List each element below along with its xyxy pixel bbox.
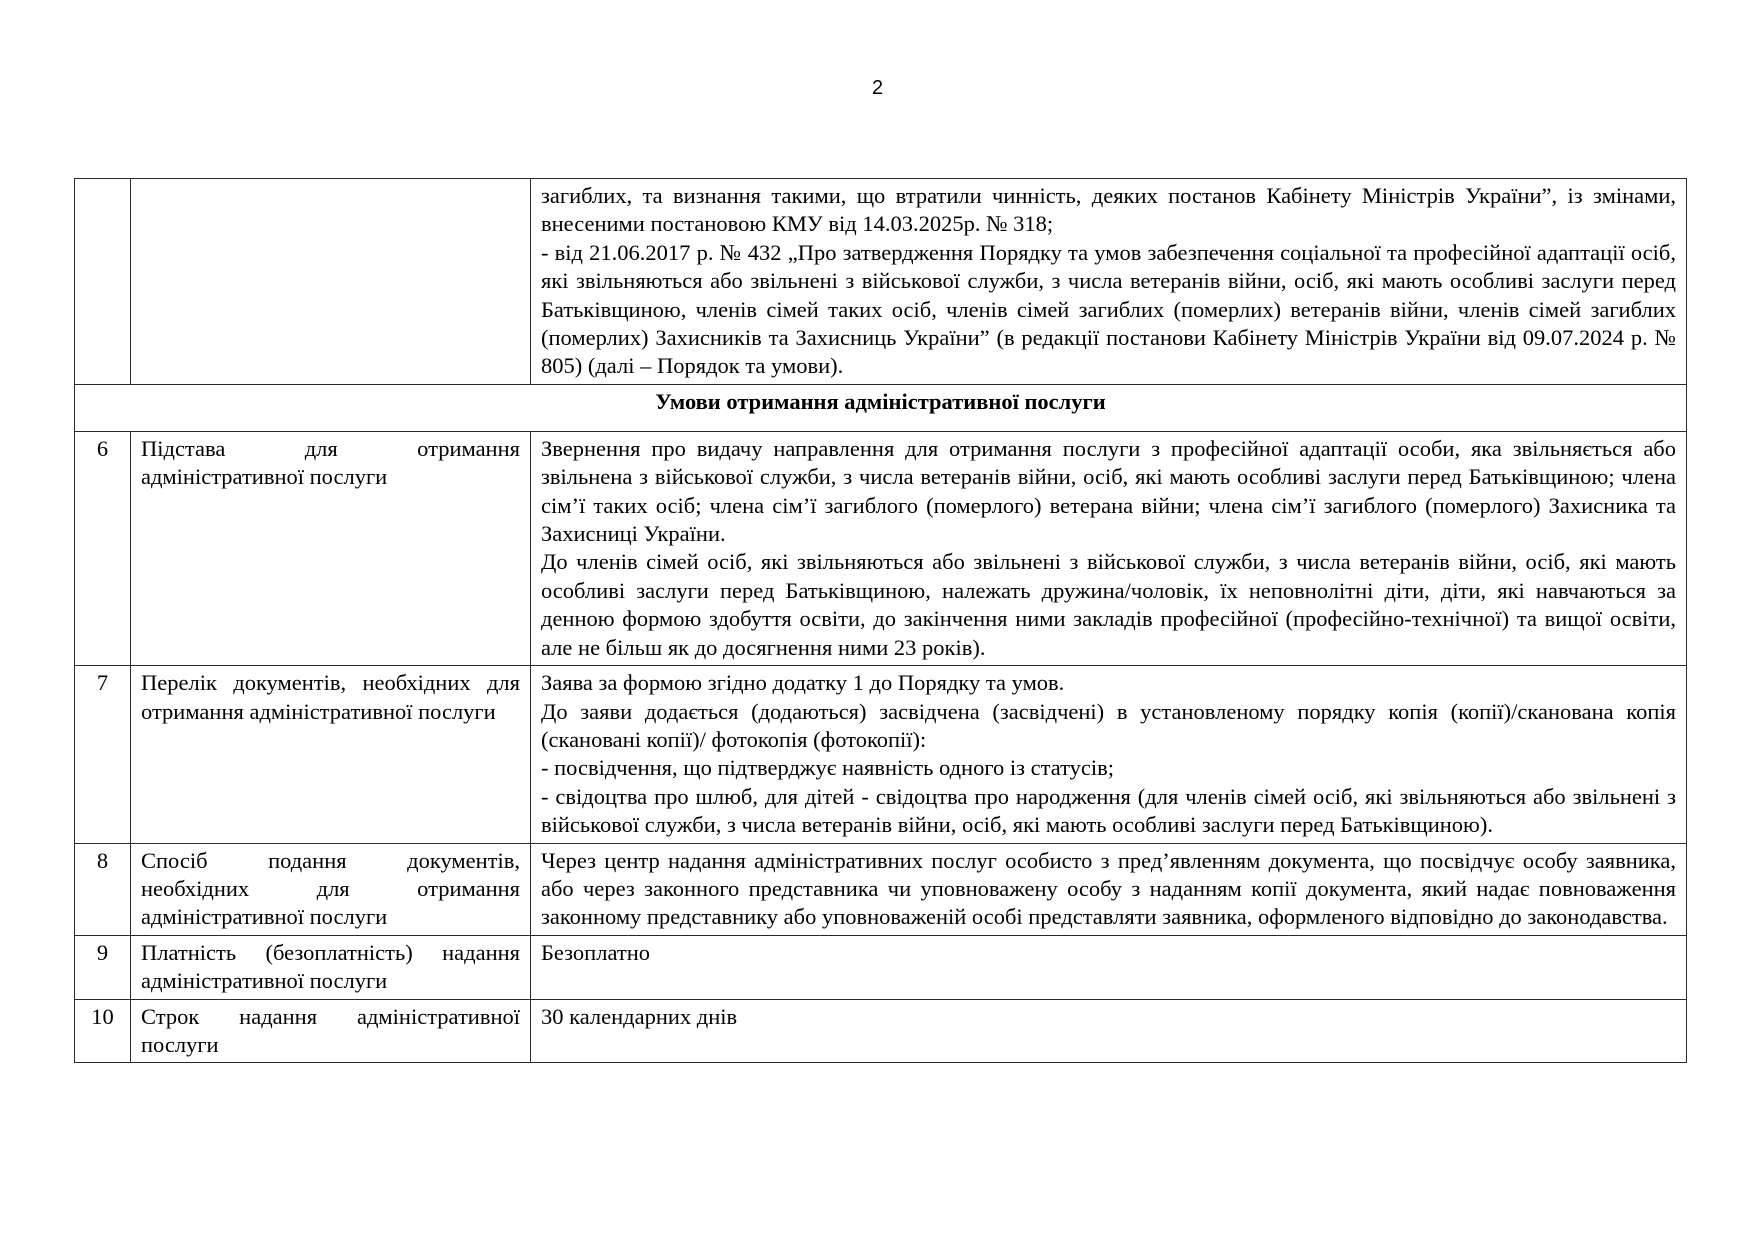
table-row (75, 843, 1687, 935)
value-paragraph: - свідоцтва про шлюб, для дітей - свідоцтва про народження (для членів сімей осіб, які звільняються або звільнені з військової служби, з числа ветеранів війни, осіб, які мають особливі заслуги перед Батьківщиною). (541, 783, 1676, 838)
row-name-cell: Спосіб подання документів, необхідних для отримання адміністративної послуги (131, 843, 531, 935)
row-value-cell (531, 999, 1687, 1063)
row-number-cell: 6 (75, 431, 131, 665)
value-paragraph: - від 21.06.2017 р. № 432 „Про затвердження Порядку та умов забезпечення соціальної та професійної адаптації осіб, які звільняються або звільнені з військової служби, з числа ветеранів війни, осіб, які мають особливі заслуги перед Батьківщиною, членів сімей таких осіб, членів сімей загиблих (померлих) ветеранів війни, членів сімей загиблих (померлих) Захисників та Захисниць України” (в редакції постанови Кабінету Міністрів України від 09.07.2024 р. № 805) (далі – Порядок та умови). (541, 239, 1676, 379)
table-row (75, 431, 1687, 665)
value-paragraph: - посвідчення, що підтверджує наявність одного із статусів; (541, 755, 1115, 781)
value-paragraph: Безоплатно (541, 939, 650, 965)
row-name-cell: Платність (безоплатність) надання адміністративної послуги (131, 935, 531, 999)
page-number: 2 (871, 77, 884, 99)
value-paragraph: 30 календарних днів (541, 1003, 738, 1029)
row-number-cell: 9 (75, 935, 131, 999)
row-name-cell: Строк надання адміністративної послуги (131, 999, 531, 1063)
row-number-cell: 10 (75, 999, 131, 1063)
row-name-cell: Перелік документів, необхідних для отримання адміністративної послуги (131, 666, 531, 843)
value-paragraph: загиблих, та визнання такими, що втратили чинність, деяких постанов Кабінету Міністрів України”, із змінами, внесеними постановою КМУ від 14.03.2025р. № 318; (541, 183, 1676, 237)
value-paragraph: До членів сімей осіб, які звільняються або звільнені з військової служби, з числа ветеранів війни, осіб, які мають особливі заслуги перед Батьківщиною, належать дружина/чоловік, їх неповнолітні діти, діти, які навчаються за денною формою здобуття освіти, до закінчення ними закладів професійної (професійно-технічної) та вищої освіти, але не більш як до досягнення ними 23 років). (541, 549, 1676, 660)
section-heading-row (75, 384, 1687, 431)
row-number-cell: 7 (75, 666, 131, 843)
row-number-cell: 8 (75, 843, 131, 935)
row-value-cell (531, 843, 1687, 935)
row-number-cell (75, 179, 131, 385)
row-name-cell (131, 179, 531, 385)
table-row (75, 935, 1687, 999)
value-paragraph: Звернення про видачу направлення для отримання послуги з професійної адаптації особи, яка звільняється або звільнена з військової служби, з числа ветеранів війни, осіб, які мають особливі заслуги перед Батьківщиною; члена сім’ї таких осіб; члена сім’ї загиблого (померлого) ветерана війни; члена сім’ї загиблого (померлого) Захисника та Захисниці України. (541, 435, 1676, 547)
section-heading: Умови отримання адміністративної послуги (75, 384, 1687, 431)
row-name-cell: Підстава для отримання адміністративної послуги (131, 431, 531, 665)
service-info-table (74, 178, 1687, 1063)
value-paragraph: Через центр надання адміністративних послуг особисто з пред’явленням документа, що посвідчує особу заявника, або через законного представника чи уповноважену особу з наданням копії документа, який надає повноваження законному представнику або уповноваженій особі представляти заявника, оформленого відповідно до законодавства. (541, 847, 1676, 930)
row-value-cell (531, 935, 1687, 999)
table-row (75, 666, 1687, 843)
table-row (75, 999, 1687, 1063)
value-paragraph: Заява за формою згідно додатку 1 до Порядку та умов. (541, 670, 1065, 696)
value-paragraph: До заяви додається (додаються) засвідчена (засвідчені) в установленому порядку копія (копії)/сканована копія (скановані копії)/ фотокопія (фотокопії): (541, 698, 1676, 752)
row-value-cell (531, 431, 1687, 665)
row-value-cell (531, 179, 1687, 385)
row-value-cell (531, 666, 1687, 843)
table-row-continuation (75, 179, 1687, 385)
